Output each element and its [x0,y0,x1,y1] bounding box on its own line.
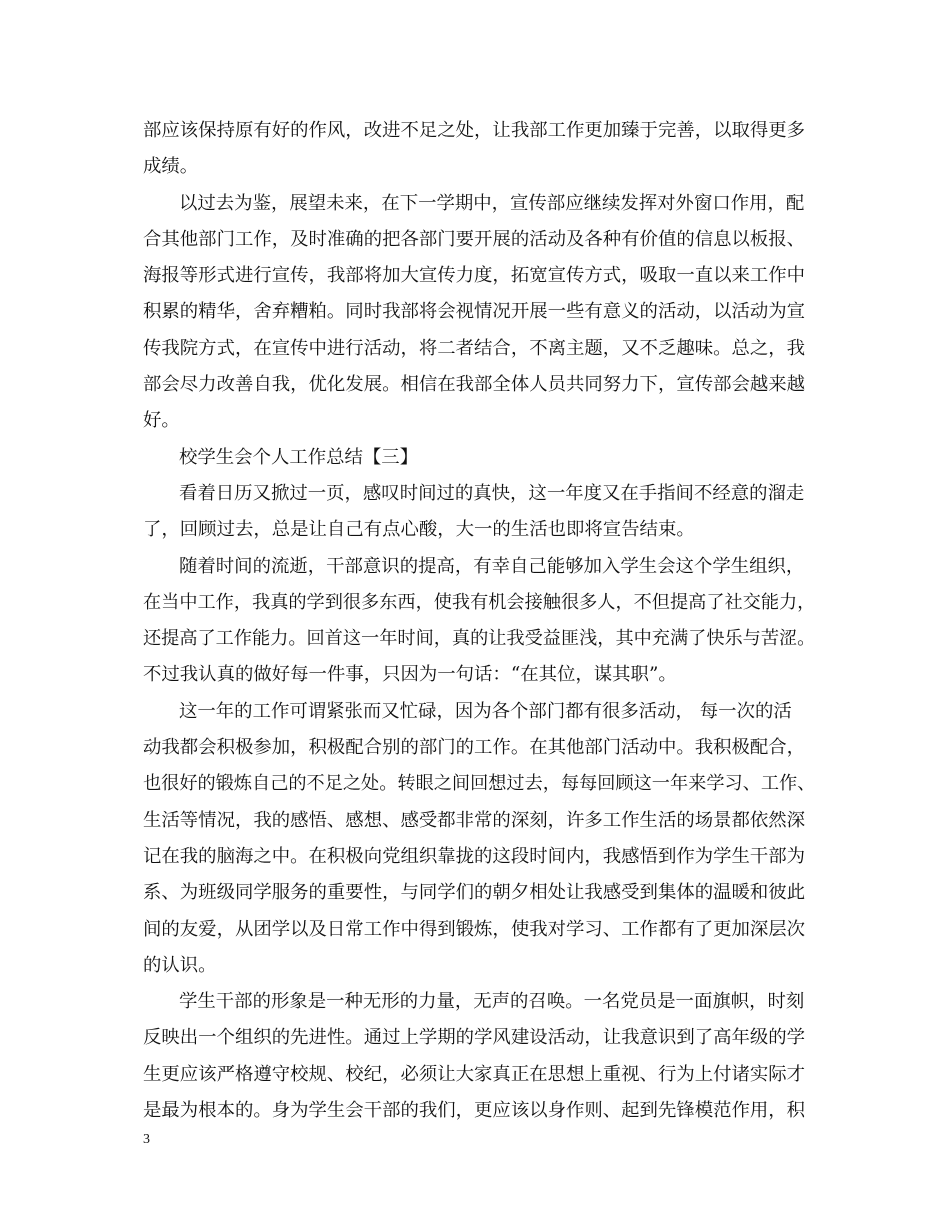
page-number: 3 [143,1132,150,1147]
text-line: 学生干部的形象是一种无形的力量，无声的召唤。一名党员是一面旗帜，时刻 [179,991,805,1013]
text-line: 反映出一个组织的先进性。通过上学期的学风建设活动，让我意识到了高年级的学 [143,1027,806,1049]
text-line: 了，回顾过去，总是让自己有点心酸，大一的生活也即将宣告结束。 [143,519,695,541]
text-line: 以过去为鉴，展望未来，在下一学期中，宣传部应继续发挥对外窗口作用，配 [179,192,805,214]
text-line: 生活等情况，我的感悟、感想、感受都非常的深刻，许多工作生活的场景都依然深 [143,809,806,831]
text-line: 这一年的工作可谓紧张而又忙碌，因为各个部门都有很多活动， 每一次的活 [179,700,792,722]
text-line: 记在我的脑海之中。在积极向党组织靠拢的这段时间内，我感悟到作为学生干部为 [143,845,806,867]
text-line: 校学生会个人工作总结【三】 [179,446,419,468]
text-line: 成绩。 [143,156,199,178]
text-line: 部会尽力改善自我，优化发展。相信在我部全体人员共同努力下，宣传部会越来越 [143,374,806,396]
text-line: 生更应该严格遵守校规、校纪，必须让大家真正在思想上重视、行为上付诸实际才 [143,1063,806,1085]
text-line: 是最为根本的。身为学生会干部的我们，更应该以身作则、起到先锋模范作用，积 [143,1100,806,1122]
text-line: 好。 [143,410,180,432]
text-line: 动我都会积极参加，积极配合别的部门的工作。在其他部门活动中。我积极配合， [143,737,806,759]
text-line: 还提高了工作能力。回首这一年时间，真的让我受益匪浅，其中充满了快乐与苦涩。 [143,628,816,650]
text-line: 积累的精华，舍弃糟粕。同时我部将会视情况开展一些有意义的活动，以活动为宣 [143,301,806,323]
text-line: 海报等形式进行宣传，我部将加大宣传力度，拓宽宣传方式，吸取一直以来工作中 [143,265,806,287]
text-line: 在当中工作，我真的学到很多东西，使我有机会接触很多人，不但提高了社交能力， [143,591,816,613]
text-line: 部应该保持原有好的作风，改进不足之处，让我部工作更加臻于完善，以取得更多 [143,120,806,141]
text-line: 不过我认真的做好每一件事，只因为一句话：“在其位，谋其职”。 [143,664,677,686]
text-line: 的认识。 [143,954,217,976]
text-line: 合其他部门工作，及时准确的把各部门要开展的活动及各种有价值的信息以板报、 [143,228,806,250]
text-line: 间的友爱，从团学以及日常工作中得到锻炼，使我对学习、工作都有了更加深层次 [143,918,806,940]
text-line: 看着日历又掀过一页，感叹时间过的真快，这一年度又在手指间不经意的溜走 [179,482,805,504]
text-line: 系、为班级同学服务的重要性，与同学们的朝夕相处让我感受到集体的温暖和彼此 [143,882,806,904]
document-body [143,113,815,1129]
text-line: 也很好的锻炼自己的不足之处。转眼之间回想过去，每每回顾这一年来学习、工作、 [143,773,816,795]
text-line: 传我院方式，在宣传中进行活动，将二者结合，不离主题，又不乏趣味。总之，我 [143,337,806,359]
text-line: 随着时间的流逝，干部意识的提高，有幸自己能够加入学生会这个学生组织， [179,555,805,577]
